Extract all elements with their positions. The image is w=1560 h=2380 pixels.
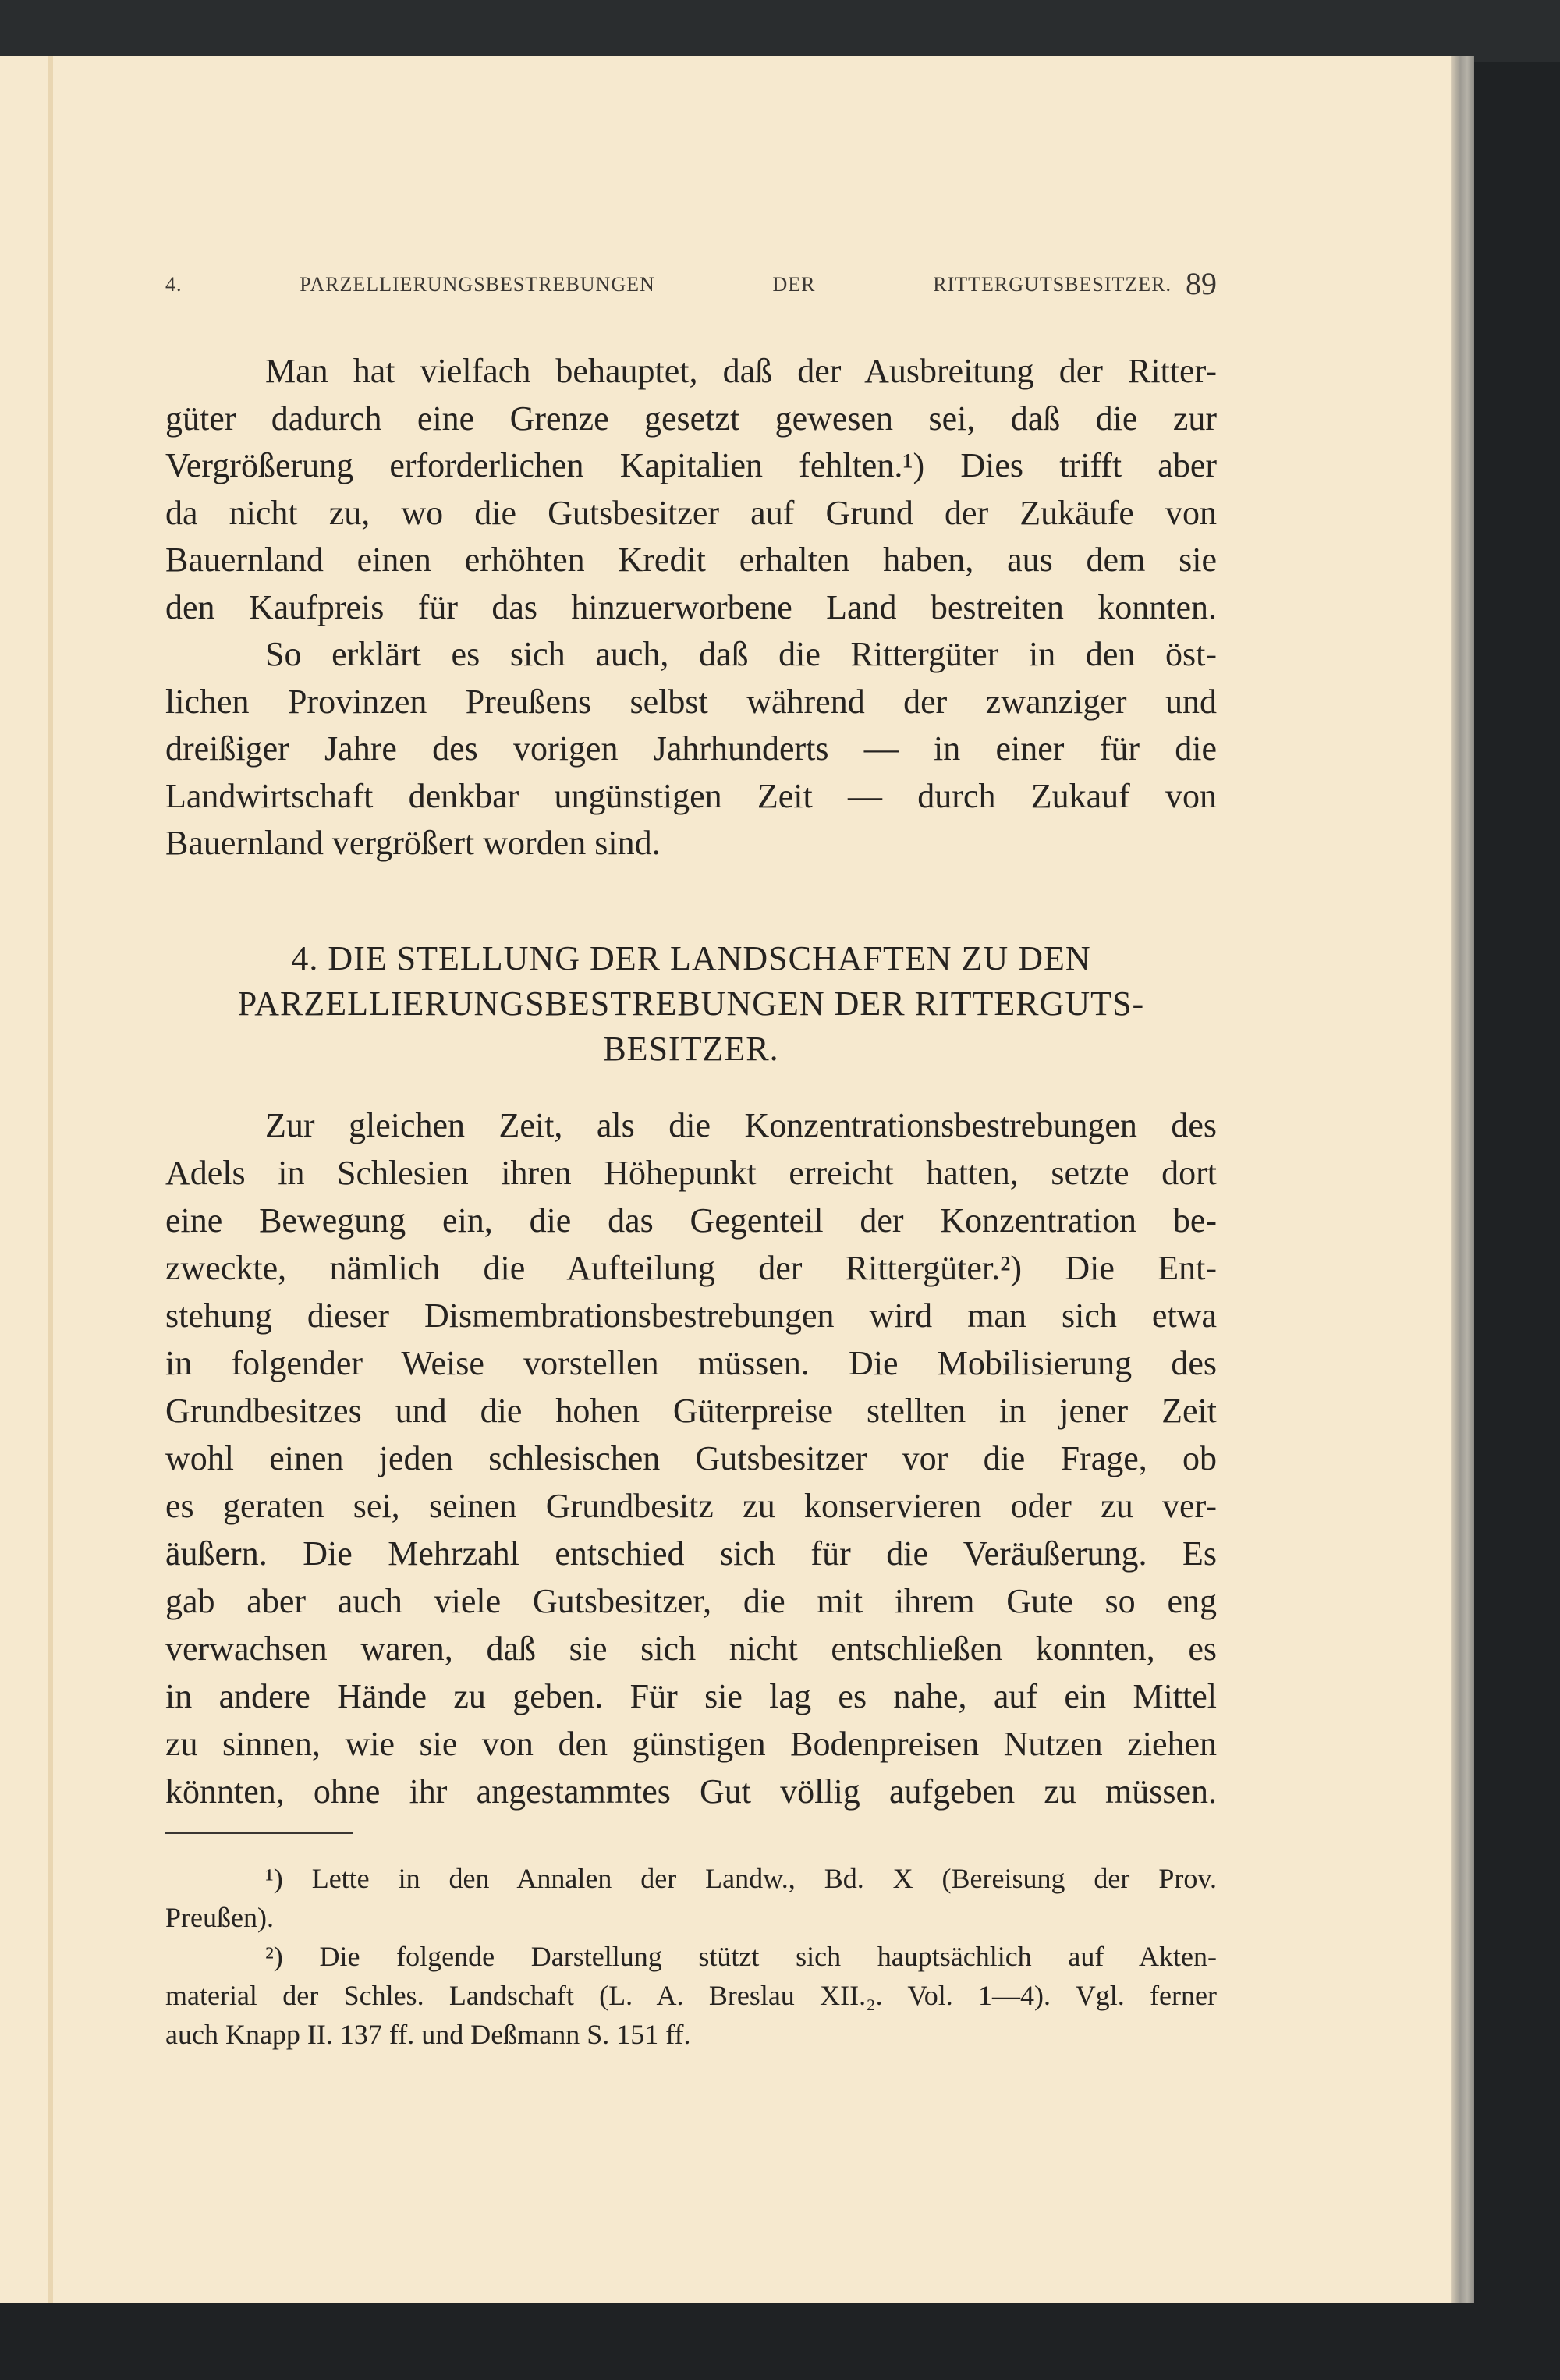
text-line: Zur gleichen Zeit, als die Konzentrationsbestrebungen des [265, 1106, 1217, 1144]
text-line: Bauernland vergrößert worden sind. [165, 824, 661, 862]
page-edge [1451, 56, 1474, 2303]
text-line: es geraten sei, seinen Grundbesitz zu konservieren oder zu ver- [165, 1487, 1217, 1525]
text-line: gab aber auch viele Gutsbesitzer, die mit ihrem Gute so eng [165, 1582, 1217, 1620]
text-line: So erklärt es sich auch, daß die Rittergüter in den öst- [265, 635, 1217, 673]
text-line: Grundbesitzes und die hohen Güterpreise stellten in jener Zeit [165, 1392, 1217, 1430]
text-line: stehung dieser Dismembrationsbestrebungen wird man sich etwa [165, 1296, 1217, 1335]
footnote-line: auch Knapp II. 137 ff. und Deßmann S. 151 ff. [165, 2019, 691, 2050]
section-heading-line: PARZELLIERUNGSBESTREBUNGEN DER RITTERGUTS- [237, 984, 1145, 1023]
text-line: eine Bewegung ein, die das Gegenteil der Konzentration be- [165, 1201, 1217, 1240]
running-header: 4. PARZELLIERUNGSBESTREBUNGEN DER RITTERGUTSBESITZER. [165, 273, 1172, 296]
footnote-rule [165, 1832, 353, 1834]
text-line: äußern. Die Mehrzahl entschied sich für die Veräußerung. Es [165, 1534, 1217, 1573]
text-line: zu sinnen, wie sie von den günstigen Bodenpreisen Nutzen ziehen [165, 1725, 1217, 1763]
text-line: güter dadurch eine Grenze gesetzt gewesen sei, daß die zur [165, 399, 1217, 438]
text-line: zweckte, nämlich die Aufteilung der Rittergüter.²) Die Ent- [165, 1249, 1217, 1287]
footnote-line: material der Schles. Landschaft (L. A. Breslau XII.₂. Vol. 1—4). Vgl. ferner [165, 1980, 1217, 2011]
section-heading-line: BESITZER. [603, 1030, 779, 1068]
page-gutter [48, 56, 53, 2303]
text-line: Adels in Schlesien ihren Höhepunkt erreicht hatten, setzte dort [165, 1154, 1217, 1192]
text-line: lichen Provinzen Preußens selbst während der zwanziger und [165, 682, 1217, 721]
text-line: da nicht zu, wo die Gutsbesitzer auf Grund der Zukäufe von [165, 493, 1217, 532]
text-line: könnten, ohne ihr angestammtes Gut völlig aufgeben zu müssen. [165, 1772, 1217, 1811]
text-line: verwachsen waren, daß sie sich nicht entschließen konnten, es [165, 1630, 1217, 1668]
text-line: Landwirtschaft denkbar ungünstigen Zeit — durch Zukauf von [165, 776, 1217, 815]
footnote-line: Preußen). [165, 1902, 274, 1933]
text-line: in folgender Weise vorstellen müssen. Die Mobilisierung des [165, 1344, 1217, 1382]
text-line: Bauernland einen erhöhten Kredit erhalten haben, aus dem sie [165, 541, 1217, 579]
text-line: dreißiger Jahre des vorigen Jahrhunderts — in einer für die [165, 729, 1217, 768]
page-number: 89 [1186, 266, 1217, 301]
text-line: Vergrößerung erforderlichen Kapitalien fehlten.¹) Dies trifft aber [165, 446, 1217, 484]
text-line: wohl einen jeden schlesischen Gutsbesitzer vor die Frage, ob [165, 1439, 1217, 1477]
section-heading-line: 4. DIE STELLUNG DER LANDSCHAFTEN ZU DEN [291, 939, 1091, 977]
text-line: den Kaufpreis für das hinzuerworbene Land bestreiten konnten. [165, 587, 1217, 626]
scan-background [0, 0, 1560, 62]
footnote-line: ¹) Lette in den Annalen der Landw., Bd. X (Bereisung der Prov. [265, 1863, 1217, 1894]
text-line: Man hat vielfach behauptet, daß der Ausbreitung der Ritter- [265, 352, 1217, 390]
footnote-line: ²) Die folgende Darstellung stützt sich hauptsächlich auf Akten- [265, 1941, 1217, 1972]
text-line: in andere Hände zu geben. Für sie lag es nahe, auf ein Mittel [165, 1677, 1217, 1715]
